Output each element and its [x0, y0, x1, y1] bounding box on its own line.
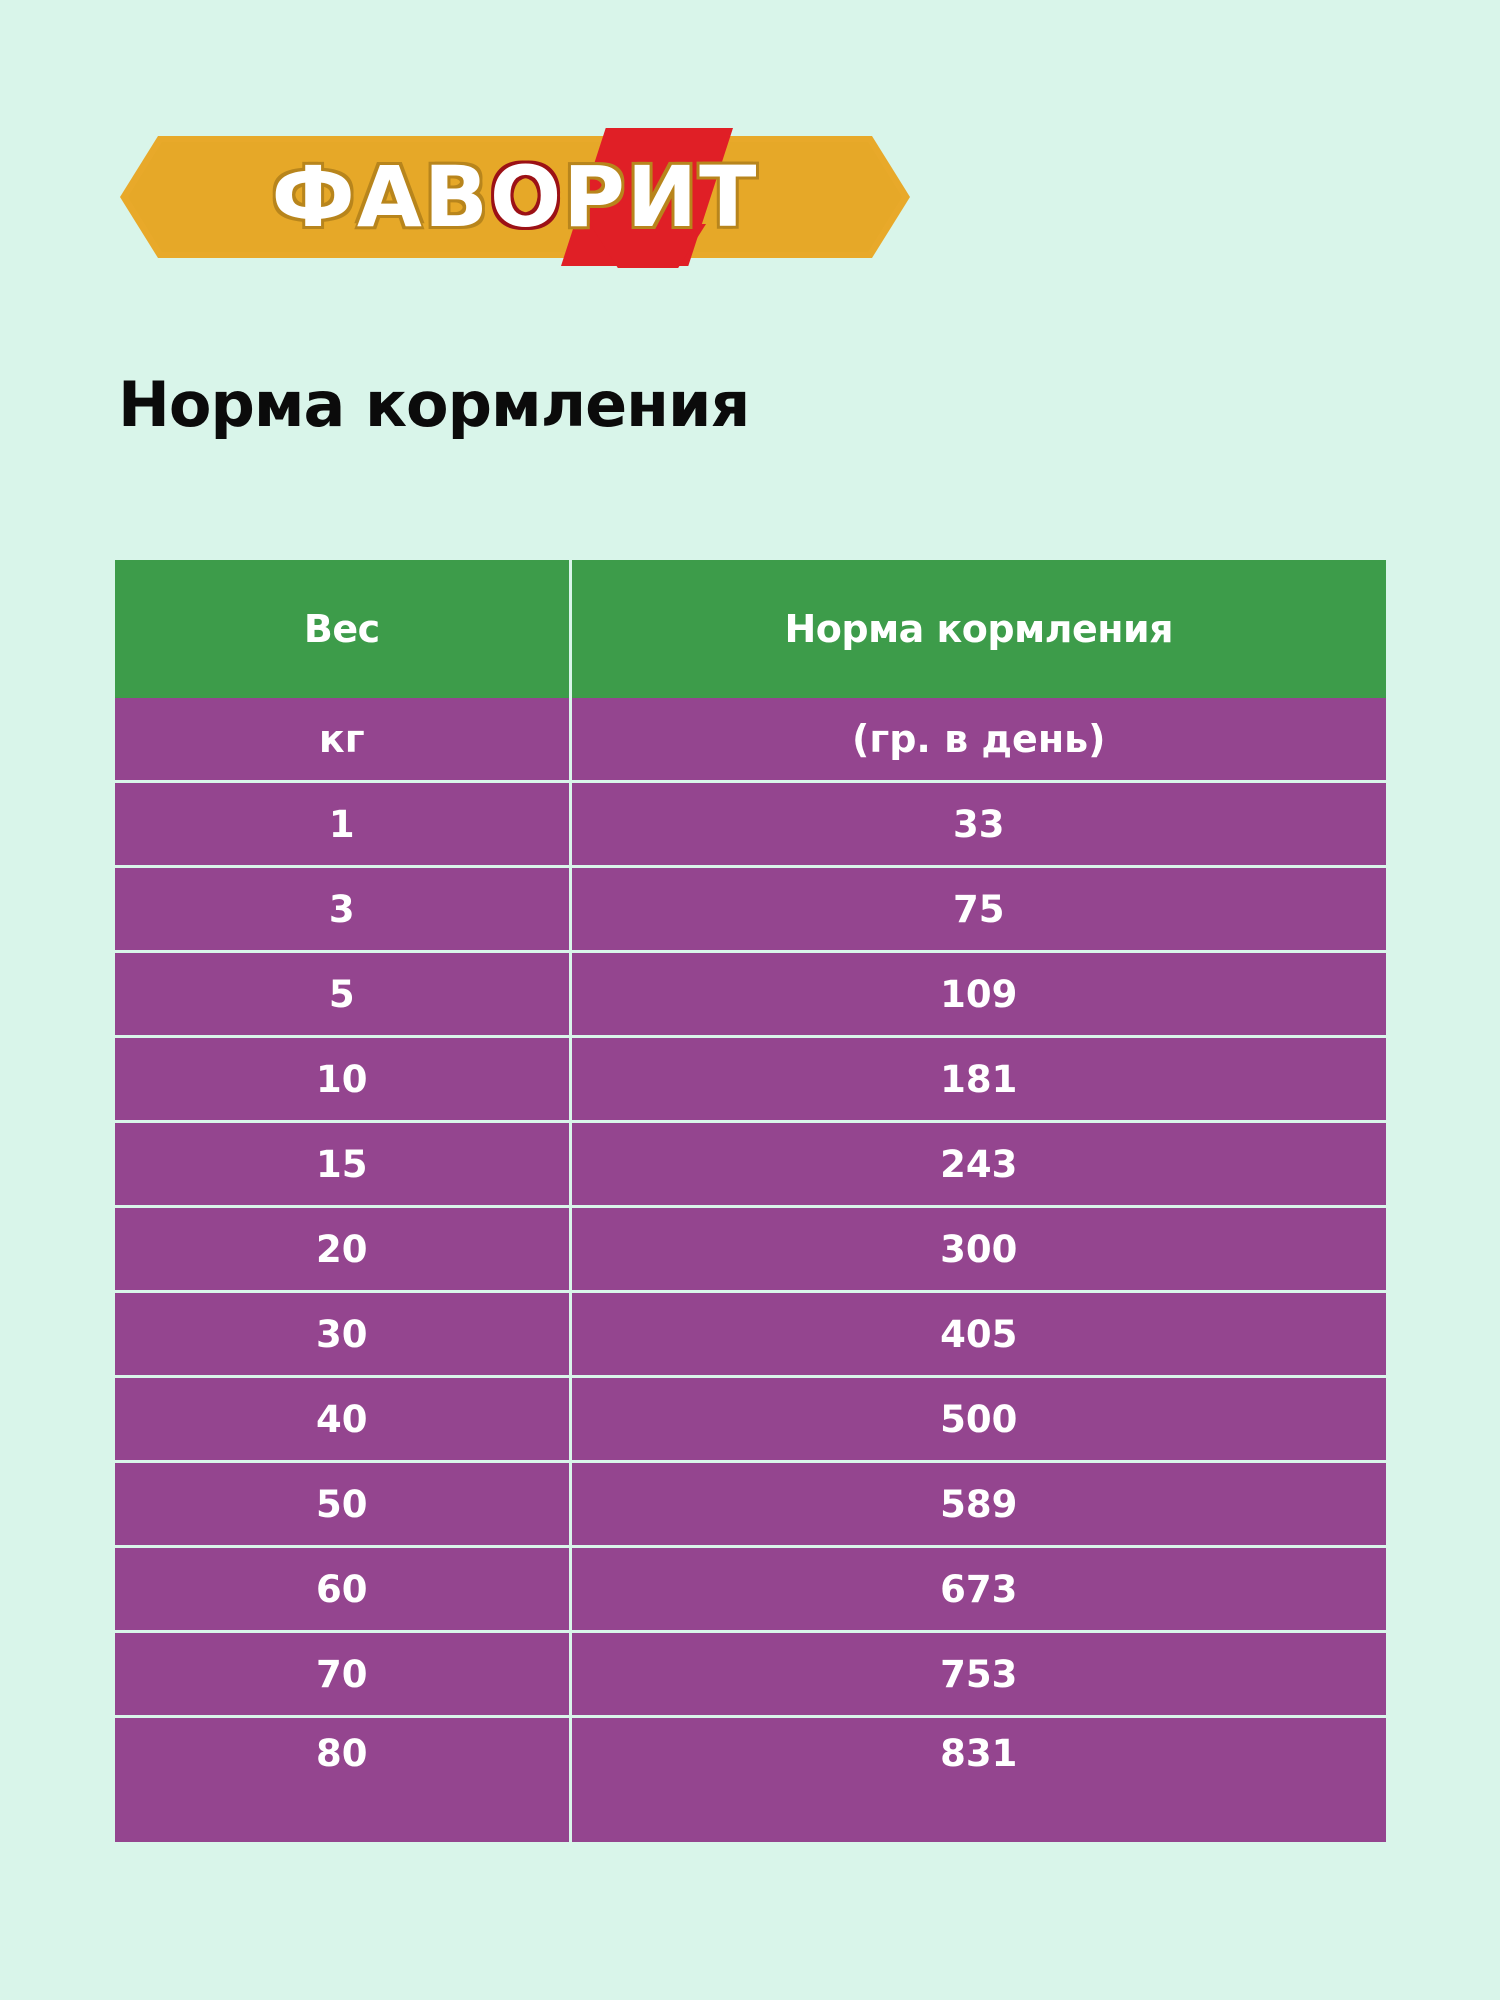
table-row: [115, 867, 1386, 952]
logo-wordmark-center: О: [489, 148, 564, 246]
table-row-units: [115, 698, 1386, 782]
cell-unit-norm: (гр. в день): [570, 698, 1386, 782]
column-header-norm: Норма кормления: [570, 560, 1386, 698]
cell-weight: 40: [115, 1377, 570, 1462]
brand-logo: [120, 128, 920, 268]
table-row: [115, 782, 1386, 867]
cell-weight: 15: [115, 1122, 570, 1207]
column-header-weight: Вес: [115, 560, 570, 698]
cell-norm: 109: [570, 952, 1386, 1037]
cell-weight: 80: [115, 1717, 570, 1843]
logo-wordmark-right: РИТ: [563, 148, 759, 246]
cell-weight: 30: [115, 1292, 570, 1377]
cell-weight: 70: [115, 1632, 570, 1717]
cell-weight: 50: [115, 1462, 570, 1547]
table-body: [115, 698, 1386, 1842]
table-row: [115, 1632, 1386, 1717]
cell-weight: 60: [115, 1547, 570, 1632]
table-row: [115, 1037, 1386, 1122]
feeding-norm-table-wrapper: [115, 560, 1386, 1842]
cell-norm: 831: [570, 1717, 1386, 1843]
cell-norm: 589: [570, 1462, 1386, 1547]
cell-norm: 405: [570, 1292, 1386, 1377]
cell-norm: 753: [570, 1632, 1386, 1717]
table-row: [115, 1462, 1386, 1547]
table-row: [115, 1717, 1386, 1843]
cell-unit-weight: кг: [115, 698, 570, 782]
table-header: [115, 560, 1386, 698]
cell-weight: 3: [115, 867, 570, 952]
table-row: [115, 1547, 1386, 1632]
feeding-norm-table: [115, 560, 1386, 1842]
cell-norm: 300: [570, 1207, 1386, 1292]
cell-norm: 75: [570, 867, 1386, 952]
cell-norm: 243: [570, 1122, 1386, 1207]
logo-wordmark: [120, 128, 910, 266]
page-title: Норма кормления: [118, 368, 750, 441]
cell-norm: 181: [570, 1037, 1386, 1122]
cell-norm: 500: [570, 1377, 1386, 1462]
cell-weight: 10: [115, 1037, 570, 1122]
cell-weight: 1: [115, 782, 570, 867]
table-row: [115, 1122, 1386, 1207]
table-row: [115, 952, 1386, 1037]
logo-wordmark-left: ФАВ: [271, 148, 490, 246]
cell-norm: 673: [570, 1547, 1386, 1632]
cell-weight: 5: [115, 952, 570, 1037]
table-row: [115, 1292, 1386, 1377]
table-row: [115, 1377, 1386, 1462]
table-header-row: [115, 560, 1386, 698]
cell-weight: 20: [115, 1207, 570, 1292]
cell-norm: 33: [570, 782, 1386, 867]
table-row: [115, 1207, 1386, 1292]
